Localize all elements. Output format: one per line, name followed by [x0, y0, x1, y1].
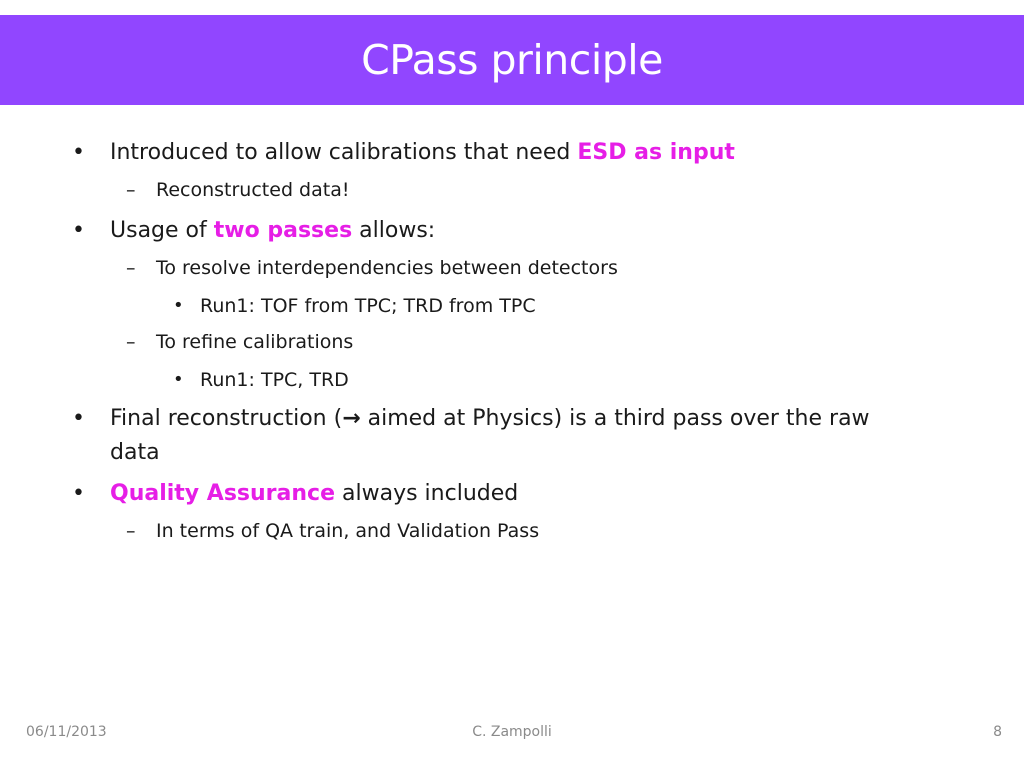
bullet-marker: •	[173, 369, 184, 390]
bullet-4-text	[110, 481, 518, 506]
dash-marker: –	[126, 257, 136, 279]
footer-date: 06/11/2013	[26, 724, 107, 740]
slide-title: CPass principle	[361, 36, 663, 84]
bullet-3-text-after: aimed at Physics) is a third pass over the raw	[360, 406, 870, 431]
bullet-3-text-before: Final reconstruction (	[110, 406, 343, 431]
bullet-4-highlight: Quality Assurance	[110, 481, 336, 506]
bullet-2-sub-1-item: Run1: TOF from TPC; TRD from TPC	[200, 295, 536, 317]
bullet-2-text	[110, 218, 435, 243]
page-number: 8	[993, 724, 1002, 740]
bullet-marker: •	[72, 140, 85, 165]
bullet-1-highlight: ESD as input	[577, 140, 735, 165]
bullet-1-text	[110, 140, 735, 165]
bullet-1-text-before: Introduced to allow calibrations that need	[110, 140, 578, 165]
bullet-marker: •	[72, 481, 85, 506]
arrow-icon: →	[342, 406, 361, 431]
bullet-2-text-after: allows:	[352, 218, 436, 243]
bullet-marker: •	[173, 295, 184, 316]
bullet-2-sub-2-item: Run1: TPC, TRD	[200, 369, 349, 391]
dash-marker: –	[126, 331, 136, 353]
bullet-2-sub-1: To resolve interdependencies between detectors	[156, 257, 618, 279]
footer-author: C. Zampolli	[472, 724, 552, 740]
bullet-2-sub-2: To refine calibrations	[156, 331, 354, 353]
bullet-marker: •	[72, 406, 85, 431]
dash-marker: –	[126, 179, 136, 201]
bullet-3-text	[110, 406, 870, 431]
dash-marker: –	[126, 520, 136, 542]
bullet-4-text-after: always included	[335, 481, 519, 506]
bullet-2-text-before: Usage of	[110, 218, 214, 243]
bullet-3-line-2: data	[110, 440, 160, 465]
bullet-2-highlight: two passes	[213, 218, 353, 243]
bullet-1-sub-1: Reconstructed data!	[156, 179, 350, 201]
bullet-marker: •	[72, 218, 85, 243]
bullet-4-sub-1: In terms of QA train, and Validation Pass	[156, 520, 540, 542]
